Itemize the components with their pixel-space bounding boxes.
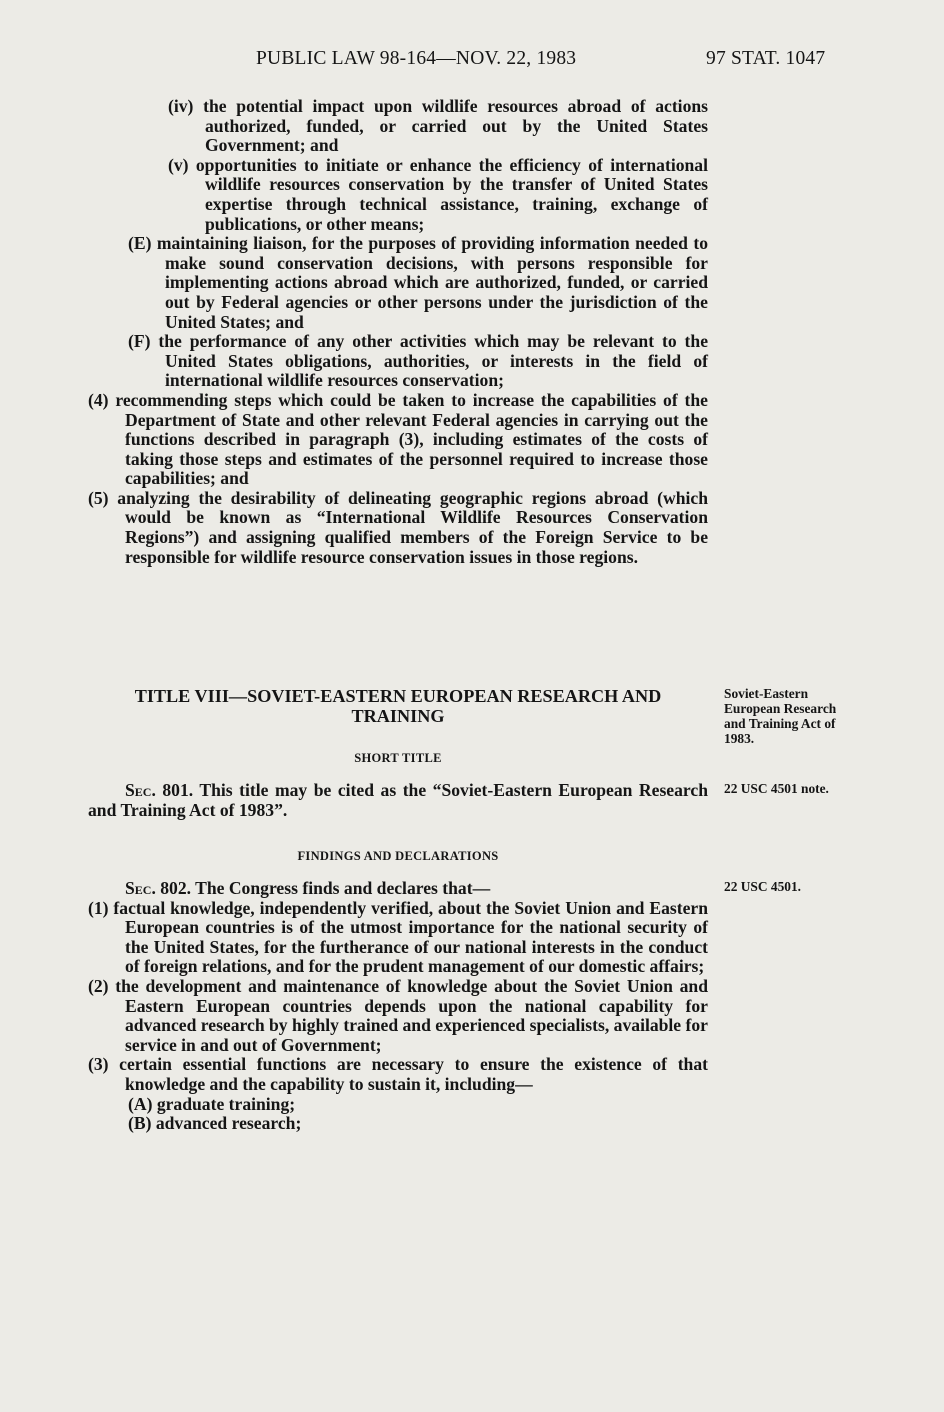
clause-iv: (iv) the potential impact upon wildlife resources abroad of actions authorized, funded, or carried out by the United States Government; and — [168, 96, 708, 156]
section-801-label: Sec. 801. — [125, 780, 194, 800]
paragraph-5: (5) analyzing the desirability of delineating geographic regions abroad (which would be known as “International Wildlife Resources Conservation Regions”) and assigning qualified members of the Foreign Service to be responsible for wildlife resource conservation issues in those regions. — [88, 487, 708, 567]
finding-3: (3) certain essential functions are necessary to ensure the existence of that knowledge and the capability to sustain it, including— — [88, 1054, 708, 1094]
findings-heading: FINDINGS AND DECLARATIONS — [297, 849, 499, 863]
section-802-label: Sec. 802. — [125, 878, 192, 898]
running-header-stat: 97 STAT. 1047 — [706, 48, 826, 69]
section-802-text: The Congress finds and declares that— — [191, 878, 491, 898]
finding-3a: (A) graduate training; — [128, 1093, 296, 1114]
subparagraph-f: (F) the performance of any other activities which may be relevant to the United States obligations, authorities, or interests in the field of international wildlife resources conservation; — [128, 331, 708, 391]
margin-note-act-name: Soviet-Eastern European Research and Training Act of 1983. — [724, 686, 837, 746]
section-801-text: This title may be cited as the “Soviet-Eastern European Research and Training Act of 1983”. — [88, 780, 708, 820]
subparagraph-e: (E) maintaining liaison, for the purposes of providing information needed to make sound conservation decisions, with persons responsible for implementing actions abroad which are authorized, funded, or carried out by Federal agencies or other persons under the jurisdiction of the United States; and — [128, 233, 708, 332]
continuation-block — [88, 97, 708, 567]
finding-3b: (B) advanced research; — [128, 1113, 302, 1134]
finding-2: (2) the development and maintenance of knowledge about the Soviet Union and Eastern European countries depends upon the national capability for advanced research by highly trained and experienced specialists, available for service in and out of Government; — [88, 975, 708, 1055]
clause-v: (v) opportunities to initiate or enhance the efficiency of international wildlife resources conservation by the transfer of United States expertise through technical assistance, training, exchange of publications, or other means; — [168, 154, 708, 234]
paragraph-4: (4) recommending steps which could be taken to increase the capabilities of the Department of State and other relevant Federal agencies in carrying out the functions described in paragraph (3), including estimates of the costs of taking those steps and estimates of the personnel required to increase those capabilities; and — [88, 389, 708, 489]
section-802 — [88, 879, 708, 1134]
short-title-heading: SHORT TITLE — [354, 751, 442, 765]
margin-note-usc: 22 USC 4501. — [724, 879, 802, 894]
title-viii-heading: TITLE VIII—SOVIET-EASTERN EUROPEAN RESEARCH AND TRAINING — [134, 686, 662, 726]
section-801 — [88, 781, 708, 820]
finding-1: (1) factual knowledge, independently verified, about the Soviet Union and Eastern European countries is of the utmost importance for the national security of the United States, for the furtherance of our national interests in the conduct of foreign relations, and for the prudent management of our domestic affairs; — [88, 897, 708, 977]
running-header-title: PUBLIC LAW 98-164—NOV. 22, 1983 — [256, 48, 577, 69]
margin-note-usc-note: 22 USC 4501 note. — [724, 781, 829, 796]
